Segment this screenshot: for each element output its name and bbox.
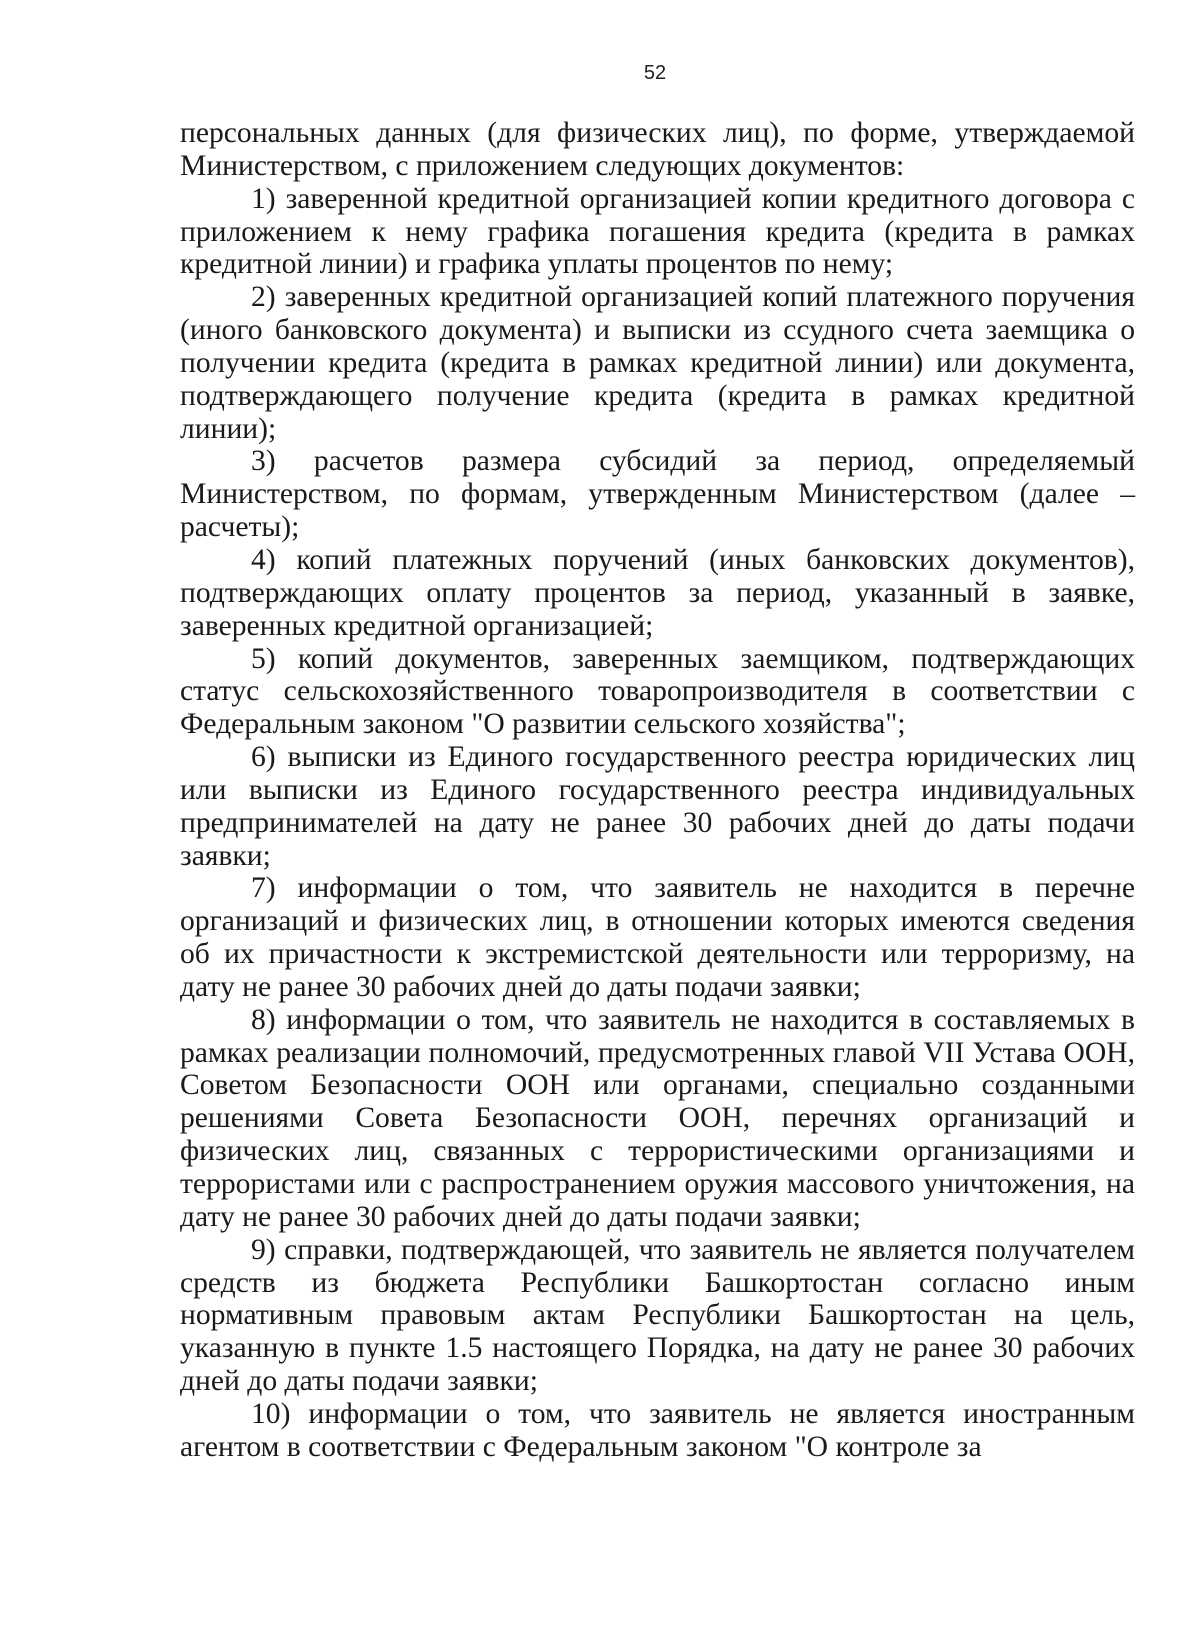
- list-item-1: 1) заверенной кредитной организацией копии кредитного договора с приложением к нему графика погашения кредита (кредита в рамках кредитной линии) и графика уплаты процентов по нему;: [180, 182, 1135, 281]
- page-number: 52: [643, 62, 667, 84]
- list-item-9: 9) справки, подтверждающей, что заявитель не является получателем средств из бюджета Республики Башкортостан согласно иным нормативным правовым актам Республики Башкортостан на цель, указанную в пункте 1.5 настоящего Порядка, на дату не ранее 30 рабочих дней до даты подачи заявки;: [180, 1233, 1135, 1398]
- document-body: [180, 117, 1135, 1464]
- list-item-6: 6) выписки из Единого государственного реестра юридических лиц или выписки из Единого государственного реестра индивидуальных предпринимателей на дату не ранее 30 рабочих дней до даты подачи заявки;: [180, 741, 1135, 872]
- list-item-2: 2) заверенных кредитной организацией копий платежного поручения (иного банковского документа) и выписки из ссудного счета заемщика о получении кредита (кредита в рамках кредитной линии) или документа, подтверждающего получение кредита (кредита в рамках кредитной линии);: [180, 281, 1135, 445]
- list-item-7: 7) информации о том, что заявитель не находится в перечне организаций и физических лиц, в отношении которых имеются сведения об их причастности к экстремистской деятельности или терроризму, на дату не ранее 30 рабочих дней до даты подачи заявки;: [180, 872, 1135, 1003]
- list-item-8: 8) информации о том, что заявитель не находится в составляемых в рамках реализации полномочий, предусмотренных главой VII Устава ООН, Советом Безопасности ООН или органами, специально созданными решениями Совета Безопасности ООН, перечнях организаций и физических лиц, связанных с террористическими организациями и террористами или с распространением оружия массового уничтожения, на дату не ранее 30 рабочих дней до даты подачи заявки;: [180, 1003, 1135, 1233]
- paragraph-intro: персональных данных (для физических лиц), по форме, утверждаемой Министерством, с приложением следующих документов:: [180, 117, 1135, 182]
- list-item-10: 10) информации о том, что заявитель не является иностранным агентом в соответствии с Федеральным законом "О контроле за: [180, 1397, 1135, 1463]
- list-item-4: 4) копий платежных поручений (иных банковских документов), подтверждающих оплату процентов за период, указанный в заявке, заверенных кредитной организацией;: [180, 543, 1135, 642]
- list-item-5: 5) копий документов, заверенных заемщиком, подтверждающих статус сельскохозяйственного товаропроизводителя в соответствии с Федеральным законом "О развитии сельского хозяйства";: [180, 642, 1135, 741]
- list-item-3: 3) расчетов размера субсидий за период, определяемый Министерством, по формам, утвержденным Министерством (далее – расчеты);: [180, 445, 1135, 544]
